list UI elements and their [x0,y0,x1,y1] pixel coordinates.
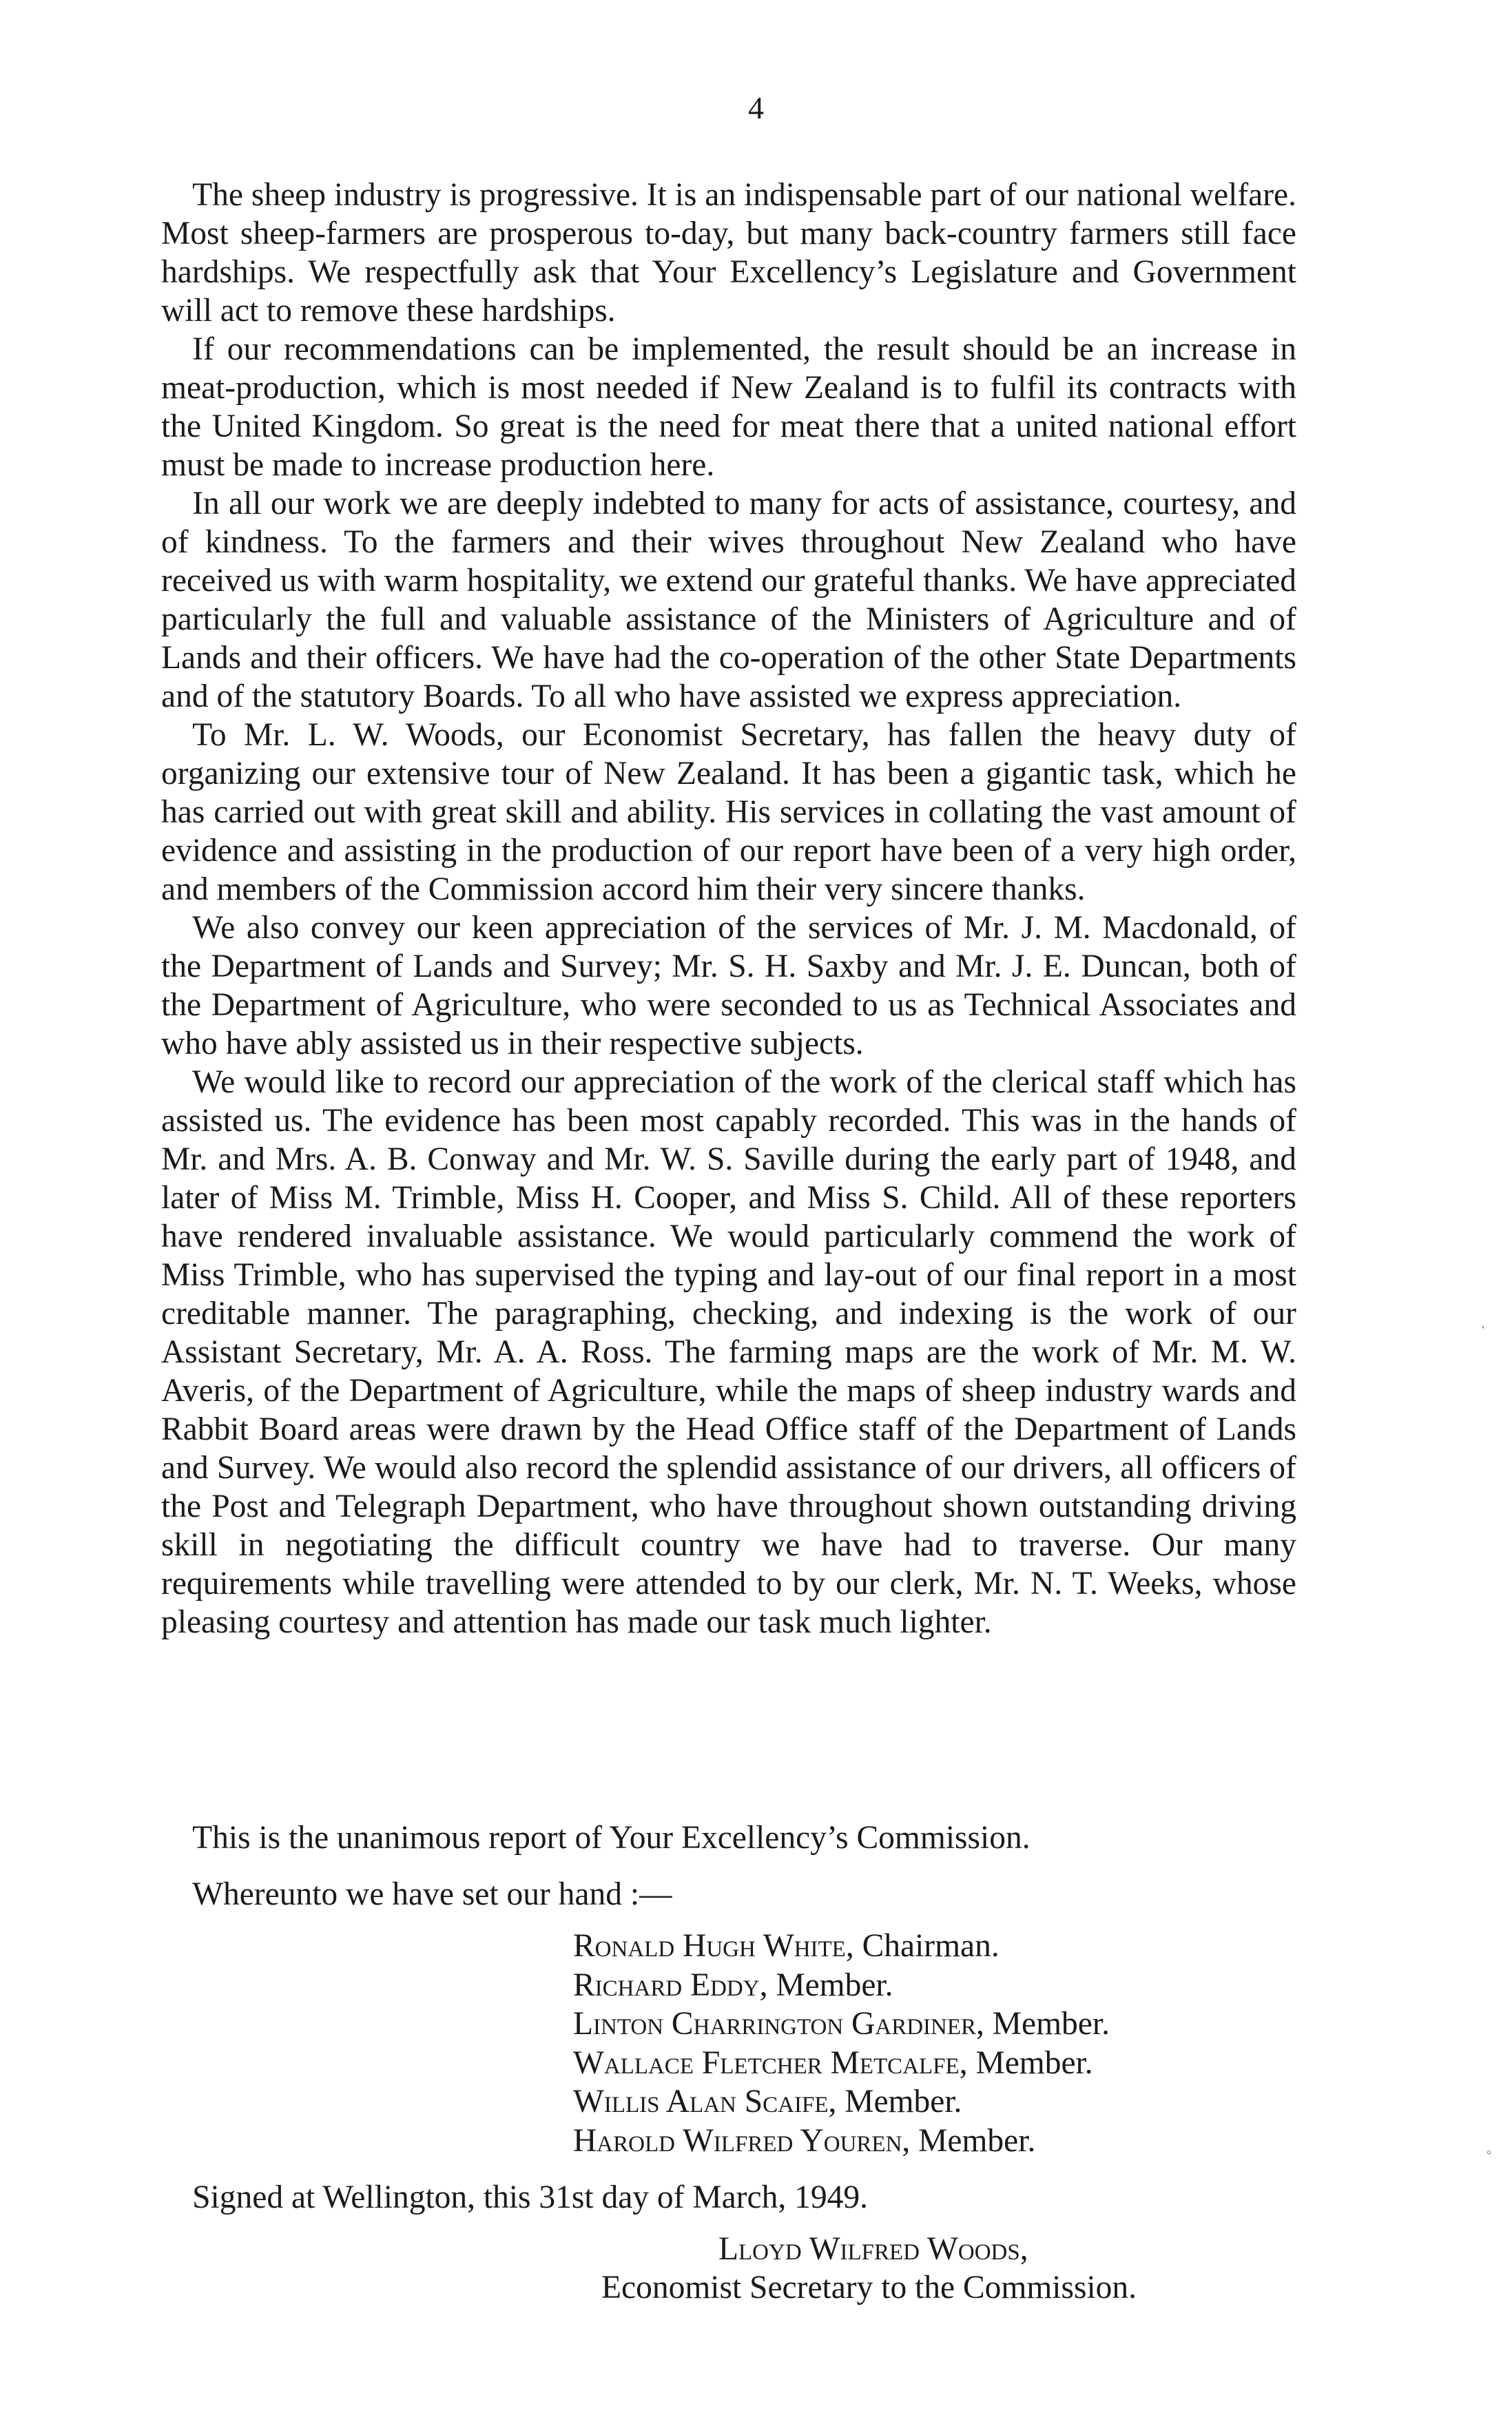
signatory-role: , Member. [759,1967,893,2003]
signatory-name: Harold Wilfred Youren [573,2122,902,2159]
unanimous-report-line: This is the unanimous report of Your Excellency’s Commission. [192,1820,1031,1856]
signatory-name: Richard Eddy [573,1967,760,2003]
signatory-name: Wallace Fletcher Metcalfe [573,2044,960,2081]
signatory-line [573,2004,1110,2044]
signatory-name: Willis Alan Scaife [573,2084,829,2120]
margin-mark: ‘ [1481,1323,1485,1336]
paragraph-technical-associates: We also convey our keen appreciation of the services of Mr. J. M. Macdonald, of the Department of Lands and Survey; Mr. S. H. Saxby and Mr. J. E. Duncan, both of the Department of Agriculture, who were seconded to us as Technical Associates and who have ably assisted us in their respective subjects. [161,910,1296,1061]
margin-mark: ° [1487,2148,1492,2162]
page-number: 4 [748,90,764,125]
signatory-line [573,2044,1110,2083]
signatory-role: , Member. [828,2084,962,2120]
paragraph-clerical-staff: We would like to record our appreciation of the work of the clerical staff which has assisted us. The evidence has been most capably recorded. This was in the hands of Mr. and Mrs. A. B. Conway and Mr. W. S. Saville during the early part of 1948, and later of Miss M. Trimble, Miss H. Cooper, and Miss S. Child. All of these reporters have rendered invaluable assistance. We would particularly commend the work of Miss Trimble, who has supervised the typing and lay-out of our final report in a most creditable manner. The paragraphing, checking, and indexing is the work of our Assistant Secretary, Mr. A. A. Ross. The farming maps are the work of Mr. M. W. Averis, of the Department of Agriculture, while the maps of sheep industry wards and Rabbit Board areas were drawn by the Head Office staff of the Department of Lands and Survey. We would also record the splendid assistance of our drivers, all officers of the Post and Telegraph Department, who have throughout shown outstanding driving skill in negotiating the difficult country we have had to traverse. Our many requirements while travelling were attended to by our clerk, Mr. N. T. Weeks, whose pleasing courtesy and attention has made our task much lighter. [161,1064,1296,1640]
signatory-role: , Chairman. [845,1928,1000,1964]
paragraph-recommendations: If our recommendations can be implemented, the result should be an increase in meat-production, which is most needed if New Zealand is to fulfil its contracts with the United Kingdom. So great is the need for meat there that a united national effort must be made to increase production here. [161,331,1296,483]
signatory-name: Ronald Hugh White [573,1928,846,1964]
whereunto-line: Whereunto we have set our hand :— [192,1876,672,1912]
signatory-line [573,2122,1110,2161]
signed-at-line: Signed at Wellington, this 31st day of March, 1949. [192,2179,868,2215]
secretary-title: Economist Secretary to the Commission. [601,2270,1137,2306]
signatory-role: , Member. [902,2122,1036,2159]
signatory-line [573,1927,1110,1966]
signatory-list [573,1927,1110,2160]
report-body [161,176,1296,1641]
paragraph-sheep-industry: The sheep industry is progressive. It is an indispensable part of our national welfare. Most sheep-farmers are prosperous to-day, but many back-country farmers still face hardships. We respectfully ask that Your Excellency’s Legislature and Government will act to remove these hardships. [161,177,1296,329]
signatory-line [573,1966,1110,2005]
signatory-line [573,2082,1110,2122]
signatory-role: , Member. [959,2044,1093,2081]
secretary-name: Lloyd Wilfred Woods, [718,2231,1028,2267]
signatory-name: Linton Charrington Gardiner [573,2006,977,2042]
paragraph-economist-secretary: To Mr. L. W. Woods, our Economist Secretary, has fallen the heavy duty of organizing our extensive tour of New Zealand. It has been a gigantic task, which he has carried out with great skill and ability. His services in collating the vast amount of evidence and assisting in the production of our report have been of a very high order, and members of the Commission accord him their very sincere thanks. [161,717,1296,907]
signatory-role: , Member. [976,2006,1110,2042]
paragraph-acknowledgements: In all our work we are deeply indebted to many for acts of assistance, courtesy, and of kindness. To the farmers and their wives throughout New Zealand who have received us with warm hospitality, we extend our grateful thanks. We have appreciated particularly the full and valuable assistance of the Ministers of Agriculture and of Lands and their officers. We have had the co-operation of the other State Departments and of the statutory Boards. To all who have assisted we express appreciation. [161,486,1296,714]
